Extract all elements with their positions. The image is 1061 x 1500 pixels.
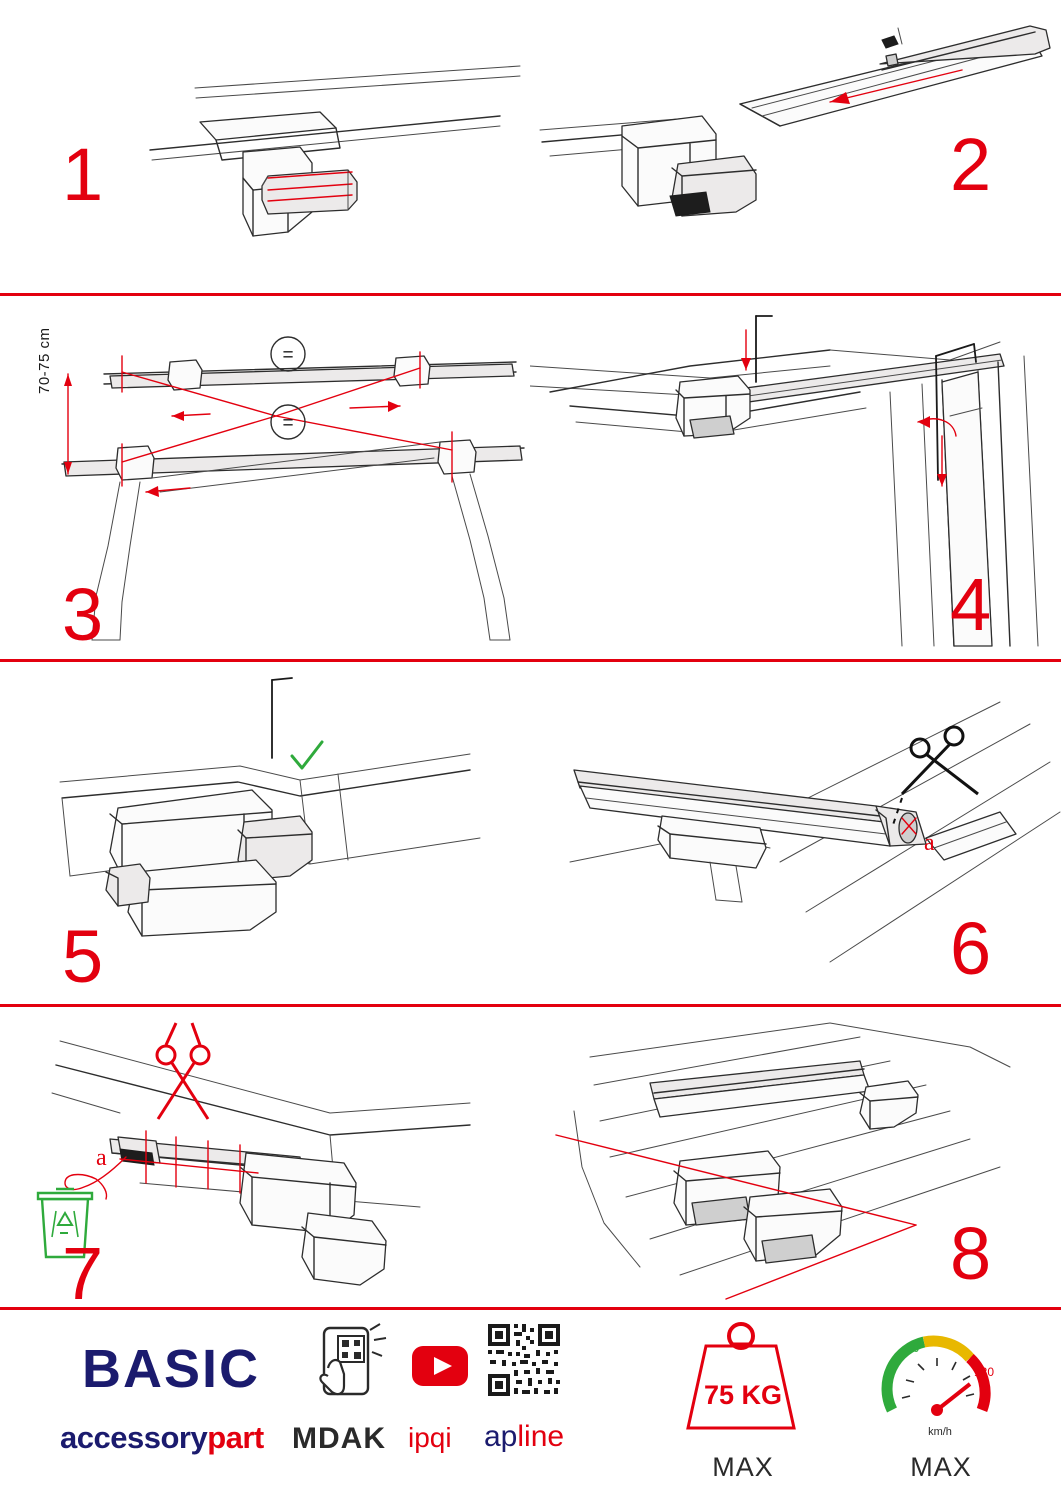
brand-title: BASIC [82, 1339, 261, 1399]
step-number-1: 1 [62, 133, 104, 216]
brand-accessory-suffix: part [207, 1420, 264, 1455]
qr-code [486, 1322, 564, 1400]
phone-scan-icon [310, 1324, 394, 1410]
svg-text:60: 60 [906, 1341, 920, 1355]
step-panel-2 [530, 0, 1061, 293]
step-panel-3 [0, 296, 530, 659]
brand-apline-suffix: line [517, 1420, 565, 1453]
max-load-value: 75 KG [703, 1380, 783, 1410]
speed-unit: km/h [928, 1426, 952, 1438]
step-number-2: 2 [950, 123, 992, 206]
weight-icon [680, 1316, 800, 1436]
speedometer-icon [878, 1318, 1002, 1436]
step-number-5: 5 [62, 915, 104, 998]
scissors-icon-7 [157, 1023, 209, 1119]
footer [0, 1310, 1061, 1500]
brand-accessorypart [60, 1420, 264, 1456]
step-panel-8 [530, 1007, 1061, 1307]
brand-ipqi: ipqi [408, 1422, 452, 1453]
brand-mdak: MDAK [292, 1422, 386, 1455]
youtube-icon[interactable] [412, 1346, 470, 1388]
step-number-8: 8 [950, 1212, 992, 1295]
step-number-3: 3 [62, 573, 104, 656]
max-load-caption: MAX [712, 1452, 774, 1482]
step-panel-5 [0, 662, 530, 1004]
svg-text:=: = [282, 413, 294, 434]
brand-accessory-prefix: accessory [60, 1420, 208, 1455]
rail-spacing-measure: 70-75 cm [36, 327, 53, 394]
step-panel-1 [0, 0, 530, 293]
step-number-4: 4 [950, 563, 992, 646]
svg-text:=: = [282, 345, 294, 366]
brand-apline [484, 1420, 564, 1454]
step-panel-7 [0, 1007, 530, 1307]
step-panel-6 [530, 662, 1061, 1004]
step-number-6: 6 [950, 907, 992, 990]
cut-label-a-6: a [924, 830, 935, 856]
svg-text:120: 120 [974, 1365, 995, 1379]
step-panel-4 [530, 296, 1061, 659]
brand-apline-prefix: ap [484, 1420, 518, 1453]
max-speed-caption: MAX [910, 1452, 972, 1482]
scissors-icon [902, 727, 978, 794]
step-number-7: 7 [62, 1232, 104, 1307]
cut-label-a-7: a [96, 1145, 107, 1171]
